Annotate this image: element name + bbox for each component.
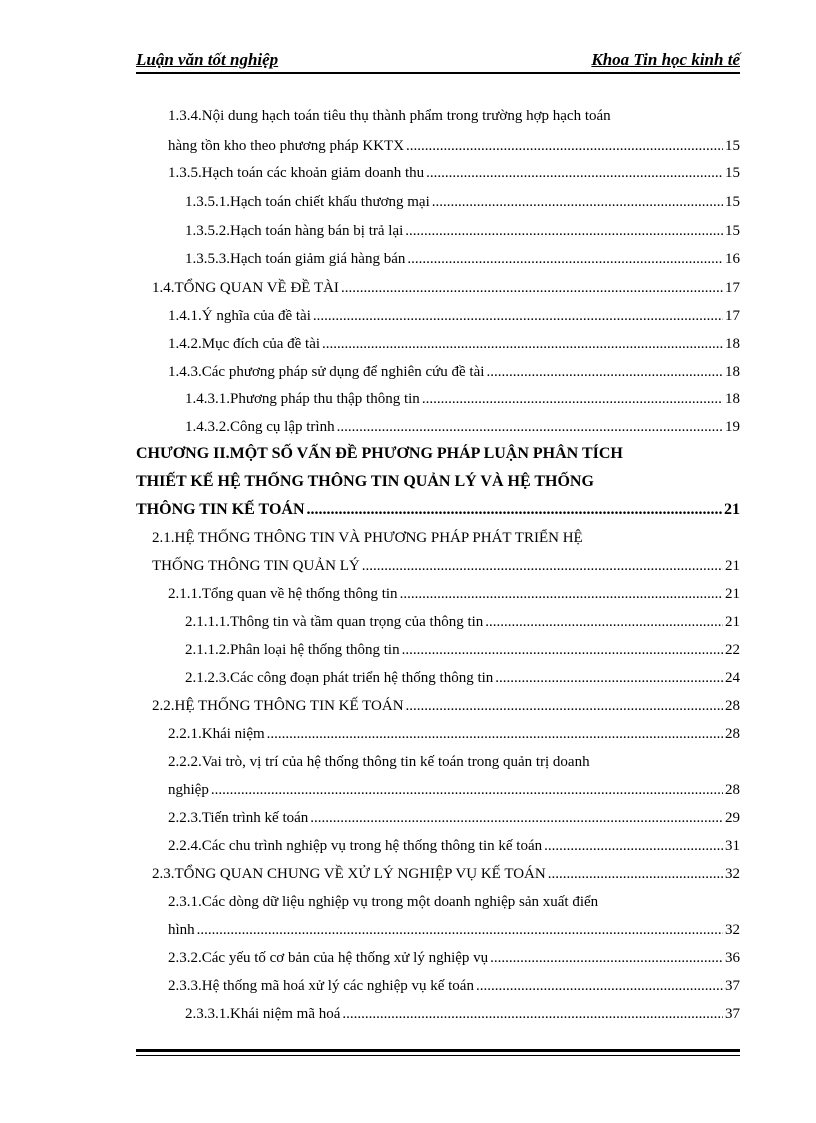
dot-leader xyxy=(267,721,723,747)
toc-page-number: 36 xyxy=(725,950,740,966)
toc-entry-2-3-3 xyxy=(168,973,740,999)
toc-entry-text: hàng tồn kho theo phương pháp KKTX xyxy=(168,138,405,154)
toc-page-number: 28 xyxy=(725,782,740,798)
dot-leader xyxy=(406,693,723,719)
dot-leader xyxy=(337,414,723,440)
toc-entry-text: THÔNG TIN KẾ TOÁN xyxy=(136,501,305,518)
toc-entry-text: 1.4.3.2.Công cụ lập trình xyxy=(185,419,335,435)
dot-leader xyxy=(197,917,723,943)
toc-entry-text: THỐNG THÔNG TIN QUẢN LÝ xyxy=(152,558,360,574)
toc-entry-text: 2.1.2.3.Các công đoạn phát triển hệ thống thông tin xyxy=(185,670,494,686)
toc-chapter-2-line1: CHƯƠNG II.MỘT SỐ VẤN ĐỀ PHƯƠNG PHÁP LUẬN PHÂN TÍCH xyxy=(136,445,623,462)
toc-entry-text: 1.4.2.Mục đích của đề tài xyxy=(168,336,321,352)
toc-entry-text: hình xyxy=(168,922,195,938)
toc-chapter-2-line2: THIẾT KẾ HỆ THỐNG THÔNG TIN QUẢN LÝ VÀ HỆ THỐNG xyxy=(136,473,594,490)
toc-entry-text: 1.3.5.1.Hạch toán chiết khấu thương mại xyxy=(185,194,430,210)
dot-leader xyxy=(310,805,723,831)
toc-entry-2-1-1-2 xyxy=(185,637,740,663)
dot-leader xyxy=(313,303,723,329)
toc-entry-1-4-3 xyxy=(168,359,740,385)
toc-page-number: 17 xyxy=(725,308,740,324)
toc-entry-2-3-3-1 xyxy=(185,1001,740,1027)
dot-leader xyxy=(485,609,723,635)
toc-page-number: 37 xyxy=(725,1006,740,1022)
dot-leader xyxy=(405,218,723,244)
dot-leader xyxy=(426,160,723,186)
toc-page-number: 29 xyxy=(725,810,740,826)
toc-entry-text: 2.3.2.Các yếu tố cơ bản của hệ thống xử lý nghiệp vụ xyxy=(168,950,489,966)
dot-leader xyxy=(342,1001,723,1027)
toc-entry-2-3-2 xyxy=(168,945,740,971)
toc-page-number: 21 xyxy=(725,586,740,602)
footer-rule-thick xyxy=(136,1049,740,1052)
toc-entry-1-4 xyxy=(152,275,740,301)
dot-leader xyxy=(486,359,723,385)
toc-entry-text: 1.4.1.Ý nghĩa của đề tài xyxy=(168,308,311,324)
dot-leader xyxy=(307,497,723,523)
dot-leader xyxy=(548,861,723,887)
toc-page-number: 18 xyxy=(725,364,740,380)
toc-page-number: 18 xyxy=(725,391,740,407)
toc-entry-2-2-1 xyxy=(168,721,740,747)
toc-entry-1-3-4-line1: 1.3.4.Nội dung hạch toán tiêu thụ thành phẩm trong trường hợp hạch toán xyxy=(168,108,611,124)
toc-entry-2-1-1-1 xyxy=(185,609,740,635)
toc-entry-text: 1.4.3.Các phương pháp sử dụng để nghiên cứu đề tài xyxy=(168,364,485,380)
page-header xyxy=(136,50,740,72)
dot-leader xyxy=(490,945,723,971)
toc-entry-text: 2.1.1.Tổng quan về hệ thống thông tin xyxy=(168,586,398,602)
dot-leader xyxy=(476,973,723,999)
toc-entry-text: 2.1.1.1.Thông tin và tầm quan trọng của thông tin xyxy=(185,614,484,630)
dot-leader xyxy=(400,581,723,607)
toc-entry-text: 2.3.3.1.Khái niệm mã hoá xyxy=(185,1006,341,1022)
toc-entry-2-2 xyxy=(152,693,740,719)
toc-entry-1-4-3-1 xyxy=(185,386,740,412)
toc-entry-text: 1.3.5.3.Hạch toán giảm giá hàng bán xyxy=(185,251,406,267)
toc-page-number: 32 xyxy=(725,866,740,882)
toc-page-number: 15 xyxy=(725,138,740,154)
toc-page-number: 15 xyxy=(725,194,740,210)
toc-page-number: 32 xyxy=(725,922,740,938)
toc-entry-text: nghiệp xyxy=(168,782,209,798)
toc-entry-1-3-5-2 xyxy=(185,218,740,244)
header-thesis-title: Luận văn tốt nghiệp xyxy=(136,50,279,69)
toc-entry-2-3-1 xyxy=(168,917,740,943)
toc-entry-text: 2.2.1.Khái niệm xyxy=(168,726,265,742)
dot-leader xyxy=(544,833,723,859)
dot-leader xyxy=(341,275,723,301)
toc-page-number: 17 xyxy=(725,280,740,296)
toc-entry-text: 2.3.3.Hệ thống mã hoá xử lý các nghiệp vụ kế toán xyxy=(168,978,474,994)
dot-leader xyxy=(211,777,723,803)
toc-page-number: 21 xyxy=(725,614,740,630)
dot-leader xyxy=(422,386,723,412)
toc-entry-1-3-5 xyxy=(168,160,740,186)
toc-entry-1-4-2 xyxy=(168,331,740,357)
toc-page-number: 21 xyxy=(724,501,740,518)
toc-entry-1-3-4 xyxy=(168,133,740,159)
toc-entry-text: 2.2.4.Các chu trình nghiệp vụ trong hệ thống thông tin kế toán xyxy=(168,838,543,854)
toc-entry-2-2-2-line1: 2.2.2.Vai trò, vị trí của hệ thống thông tin kế toán trong quản trị doanh xyxy=(168,754,590,770)
dot-leader xyxy=(495,665,723,691)
toc-entry-2-3 xyxy=(152,861,740,887)
toc-entry-2-1-2-3 xyxy=(185,665,740,691)
toc-page-number: 31 xyxy=(725,838,740,854)
toc-entry-1-4-3-2 xyxy=(185,414,740,440)
toc-entry-1-3-5-1 xyxy=(185,189,740,215)
toc-entry-2-2-4 xyxy=(168,833,740,859)
dot-leader xyxy=(362,553,723,579)
toc-page-number: 16 xyxy=(725,251,740,267)
toc-page-number: 15 xyxy=(725,165,740,181)
toc-page-number: 22 xyxy=(725,642,740,658)
toc-page-number: 21 xyxy=(725,558,740,574)
toc-entry-text: 2.2.HỆ THỐNG THÔNG TIN KẾ TOÁN xyxy=(152,698,404,714)
toc-entry-2-2-3 xyxy=(168,805,740,831)
footer-rule-thin xyxy=(136,1055,740,1056)
toc-entry-text: 1.4.3.1.Phương pháp thu thập thông tin xyxy=(185,391,420,407)
toc-entry-text: 1.3.5.Hạch toán các khoản giảm doanh thu xyxy=(168,165,425,181)
header-faculty: Khoa Tin học kinh tế xyxy=(591,50,740,69)
toc-page-number: 19 xyxy=(725,419,740,435)
toc-chapter-2 xyxy=(136,497,740,523)
toc-entry-2-1 xyxy=(152,553,740,579)
dot-leader xyxy=(406,133,723,159)
dot-leader xyxy=(402,637,723,663)
toc-page-number: 15 xyxy=(725,223,740,239)
toc-entry-2-3-1-line1: 2.3.1.Các dòng dữ liệu nghiệp vụ trong một doanh nghiệp sản xuất điển xyxy=(168,894,599,910)
toc-entry-1-4-1 xyxy=(168,303,740,329)
toc-entry-text: 1.3.5.2.Hạch toán hàng bán bị trả lại xyxy=(185,223,404,239)
toc-page-number: 37 xyxy=(725,978,740,994)
toc-entry-text: 2.3.TỔNG QUAN CHUNG VỀ XỬ LÝ NGHIỆP VỤ KẾ TOÁN xyxy=(152,866,546,882)
toc-page-number: 24 xyxy=(725,670,740,686)
dot-leader xyxy=(322,331,723,357)
toc-page-number: 18 xyxy=(725,336,740,352)
toc-entry-2-1-line1: 2.1.HỆ THỐNG THÔNG TIN VÀ PHƯƠNG PHÁP PHÁT TRIỂN HỆ xyxy=(152,530,583,546)
toc-entry-1-3-5-3 xyxy=(185,246,740,272)
toc-entry-2-2-2 xyxy=(168,777,740,803)
toc-page-number: 28 xyxy=(725,726,740,742)
toc-entry-text: 2.2.3.Tiến trình kế toán xyxy=(168,810,309,826)
toc-entry-text: 2.1.1.2.Phân loại hệ thống thông tin xyxy=(185,642,400,658)
dot-leader xyxy=(432,189,723,215)
toc-page-number: 28 xyxy=(725,698,740,714)
header-rule xyxy=(136,72,740,74)
dot-leader xyxy=(407,246,723,272)
toc-entry-text: 1.4.TỔNG QUAN VỀ ĐỀ TÀI xyxy=(152,280,339,296)
toc-entry-2-1-1 xyxy=(168,581,740,607)
